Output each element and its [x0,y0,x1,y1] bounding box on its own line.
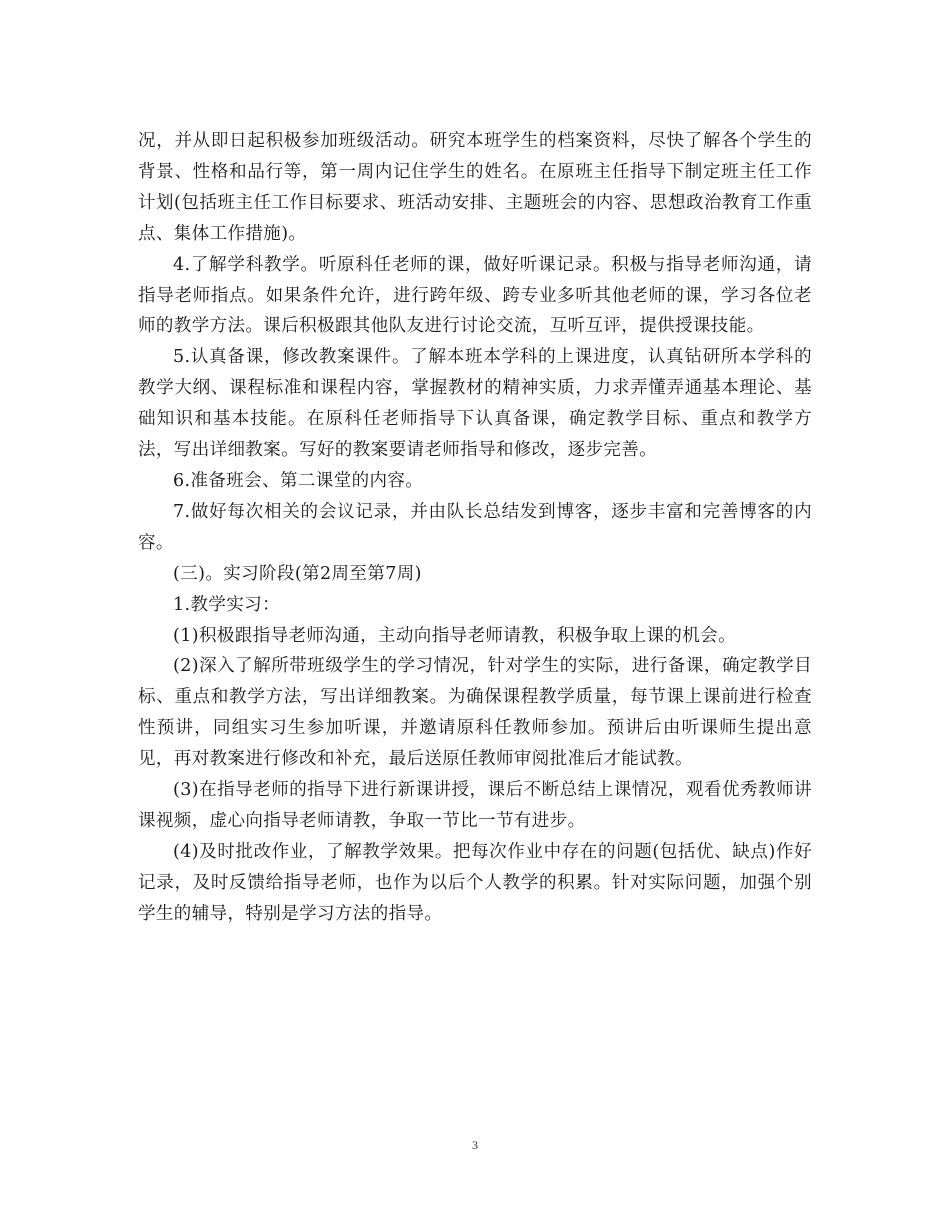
paragraph-continuation: 况，并从即日起积极参加班级活动。研究本班学生的档案资料，尽快了解各个学生的背景、性格和品行等，第一周内记住学生的姓名。在原班主任指导下制定班主任工作计划(包括班主任工作目标要求、班活动安排、主题班会的内容、思想政治教育工作重点、集体工作措施)。 [138,131,812,244]
paragraph-sub-2: (2)深入了解所带班级学生的学习情况，针对学生的实际，进行备课，确定教学目标、重点和教学方法，写出详细教案。为确保课程教学质量，每节课上课前进行检查性预讲，同组实习生参加听课，并邀请原科任教师参加。预讲后由听课师生提出意见，再对教案进行修改和补充，最后送原任教师审阅批准后才能试教。 [138,656,812,770]
paragraph-item-4: 4.了解学科教学。听原科任老师的课，做好听课记录。积极与指导老师沟通，请指导老师指点。如果条件允许，进行跨年级、跨专业多听其他老师的课，学习各位老师的教学方法。课后积极跟其他队友进行讨论交流，互听互评，提供授课技能。 [138,254,812,337]
subheading-teaching-internship: 1.教学实习： [173,594,280,615]
paragraph-item-7: 7.做好每次相关的会议记录，并由队长总结发到博客，逐步丰富和完善博客的内容。 [138,501,812,553]
paragraph-sub-4: (4)及时批改作业，了解教学效果。把每次作业中存在的问题(包括优、缺点)作好记录，及时反馈给指导老师，也作为以后个人教学的积累。针对实际问题，加强个别学生的辅导，特别是学习方法的指导。 [138,841,812,924]
page-number: 3 [472,1138,478,1152]
paragraph-sub-1: (1)积极跟指导老师沟通，主动向指导老师请教，积极争取上课的机会。 [173,625,736,646]
paragraph-item-6: 6.准备班会、第二课堂的内容。 [173,470,424,491]
paragraph-sub-3: (3)在指导老师的指导下进行新课讲授，课后不断总结上课情况，观看优秀教师讲课视频，虚心向指导老师请教，争取一节比一节有进步。 [138,780,812,831]
paragraph-item-5: 5.认真备课，修改教案课件。了解本班本学科的上课进度，认真钻研所本学科的教学大纲、课程标准和课程内容，掌握教材的精神实质，力求弄懂弄通基本理论、基础知识和基本技能。在原科任老师指导下认真备课，确定教学目标、重点和教学方法，写出详细教案。写好的教案要请老师指导和修改，逐步完善。 [138,347,812,461]
document-body [138,126,812,930]
section-heading-internship-stage: (三)。实习阶段(第2周至第7周) [173,563,422,584]
